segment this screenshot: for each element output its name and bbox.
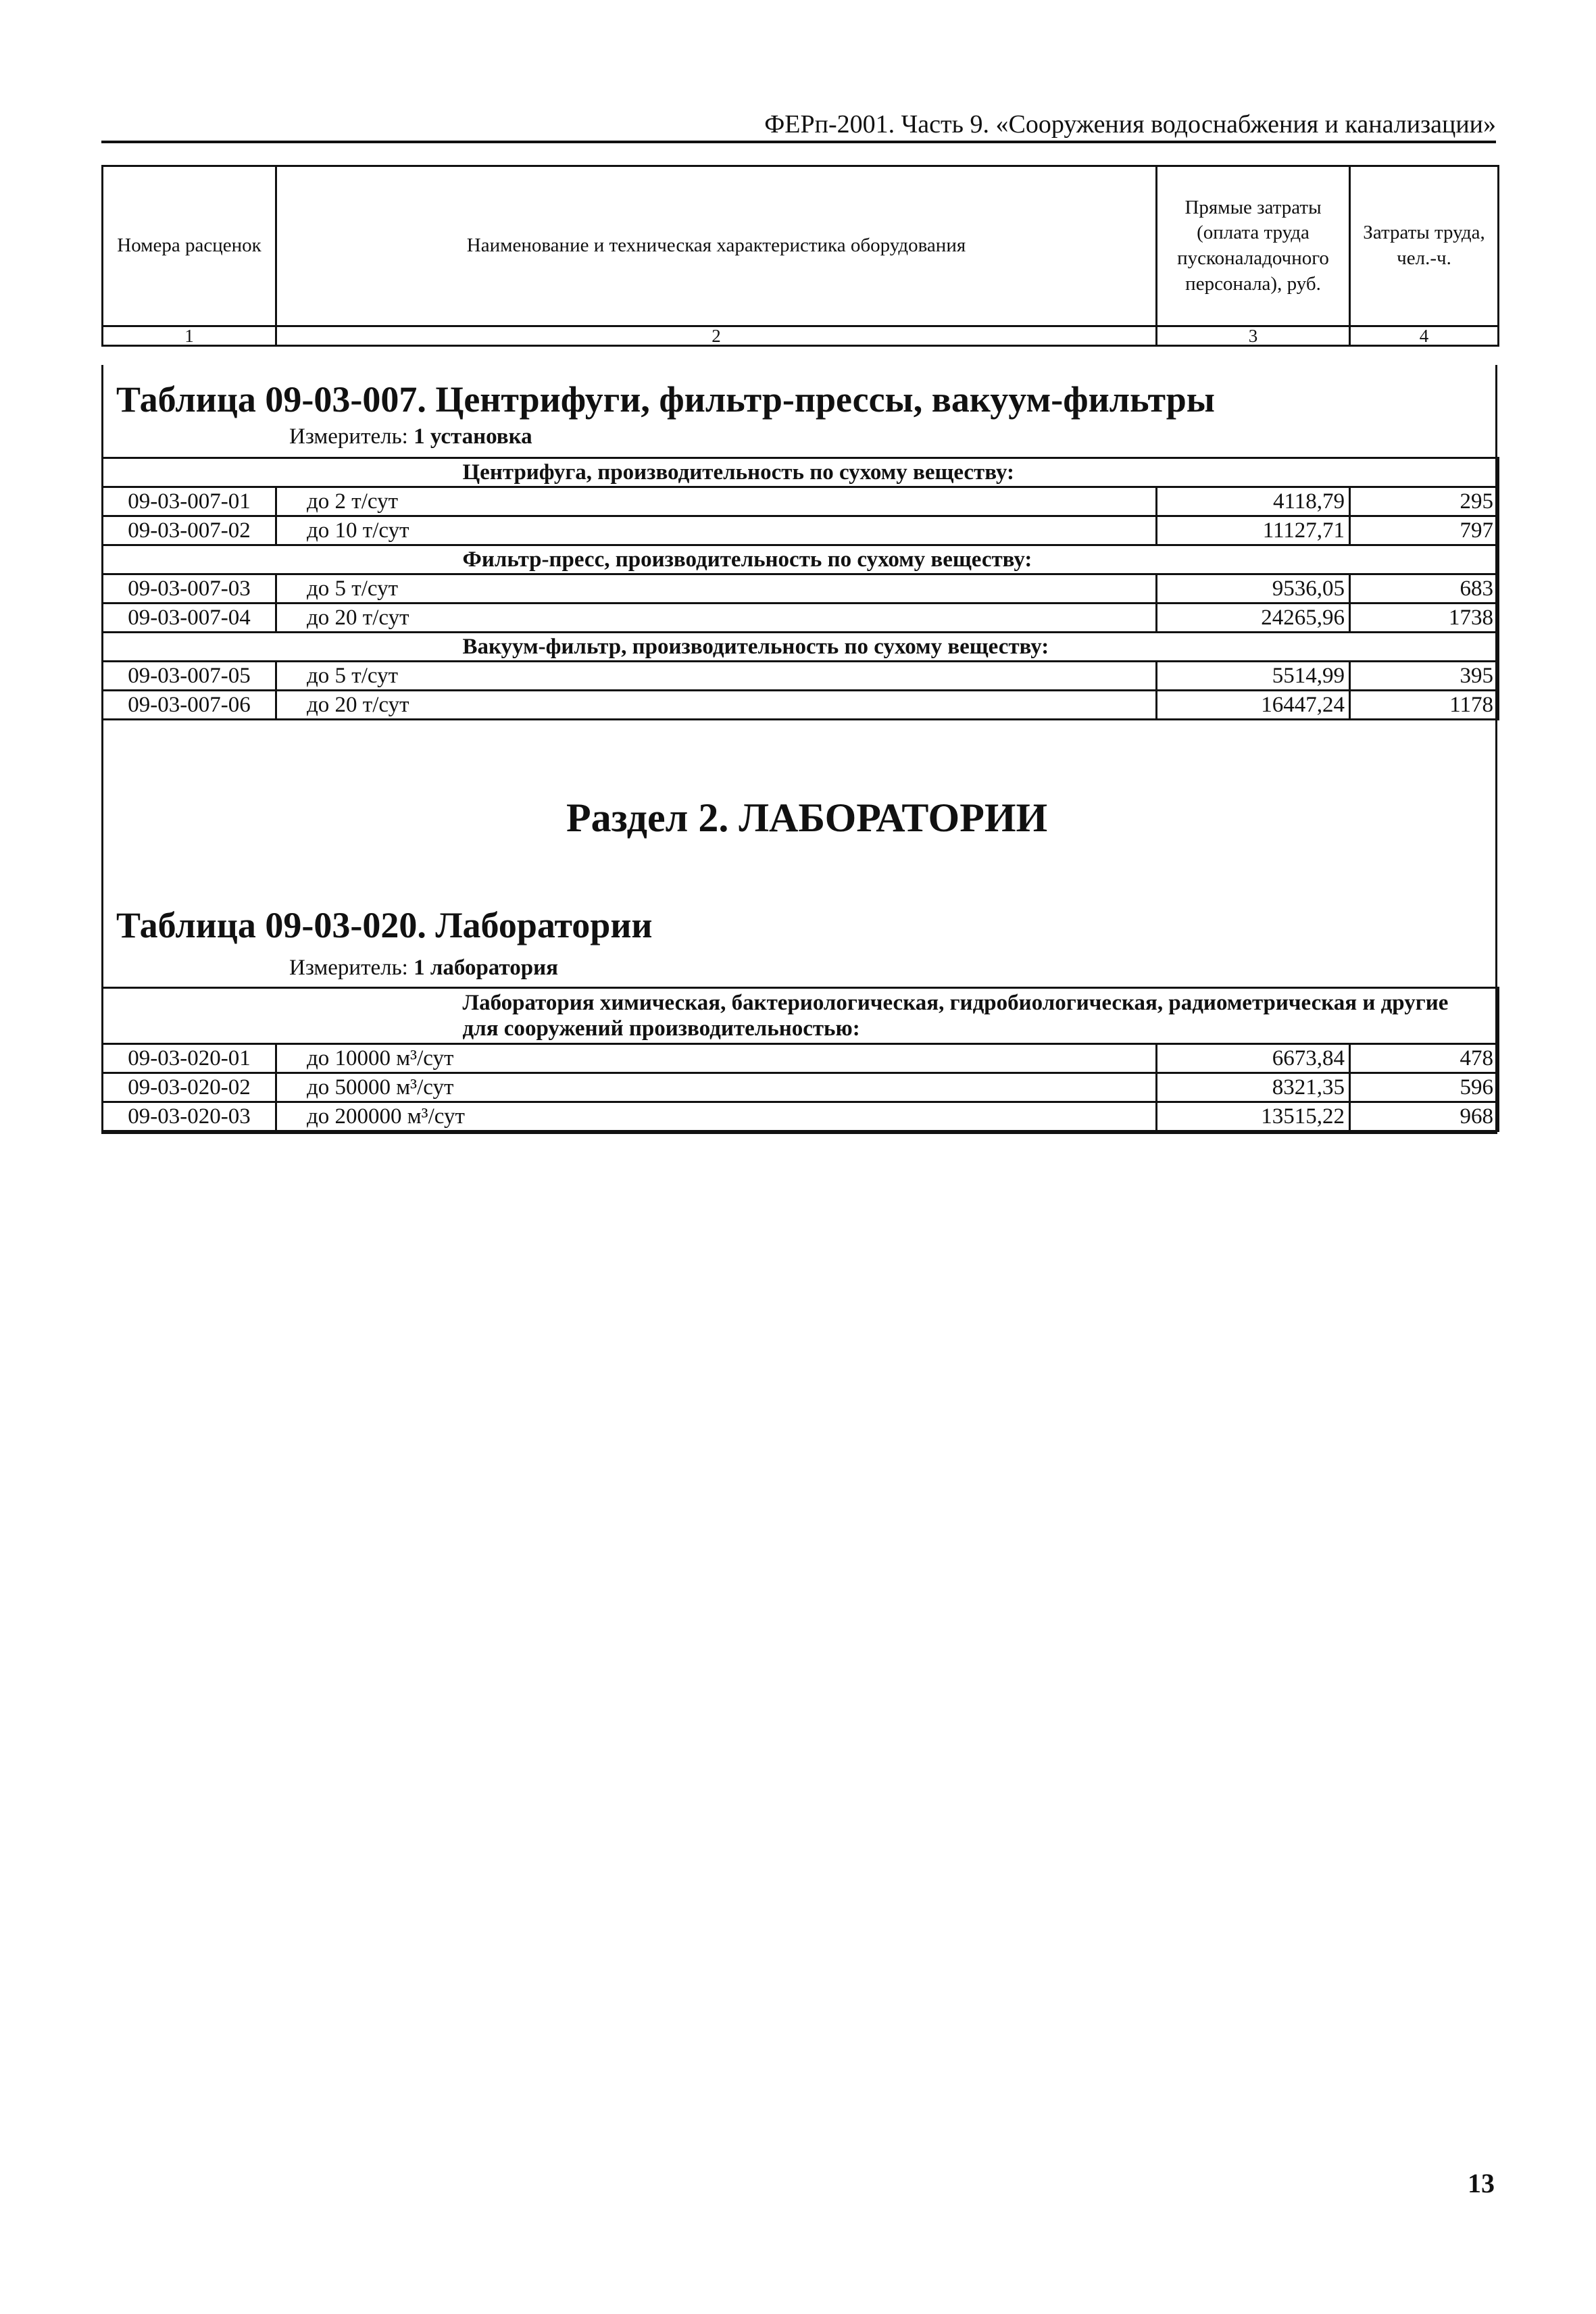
rate-code: 09-03-007-06 xyxy=(103,691,276,720)
rate-code: 09-03-007-01 xyxy=(103,487,276,516)
direct-cost: 24265,96 xyxy=(1157,604,1350,633)
labor-cost: 478 xyxy=(1350,1044,1499,1073)
rate-code: 09-03-020-03 xyxy=(103,1102,276,1131)
table1-measure-label: Измеритель: xyxy=(289,424,408,449)
table1-title: Таблица 09-03-007. Центрифуги, фильтр-прессы, вакуум-фильтры xyxy=(116,379,1215,420)
equipment-name: до 50000 м³/сут xyxy=(276,1073,1157,1102)
rate-code: 09-03-020-01 xyxy=(103,1044,276,1073)
labor-cost: 395 xyxy=(1350,662,1499,691)
rate-code: 09-03-007-03 xyxy=(103,574,276,604)
table1-rows xyxy=(101,457,1499,720)
direct-cost: 11127,71 xyxy=(1157,516,1350,545)
table-row xyxy=(103,662,1499,691)
direct-cost: 9536,05 xyxy=(1157,574,1350,604)
table2-measure xyxy=(289,956,558,981)
rate-code: 09-03-020-02 xyxy=(103,1073,276,1102)
rate-code: 09-03-007-02 xyxy=(103,516,276,545)
table2-group-row xyxy=(103,988,1499,1044)
column-number-3: 3 xyxy=(1157,326,1350,346)
section-title: Раздел 2. ЛАБОРАТОРИИ xyxy=(566,795,1048,840)
equipment-name: до 5 т/сут xyxy=(276,662,1157,691)
labor-cost: 596 xyxy=(1350,1073,1499,1102)
column-number-2: 2 xyxy=(276,326,1157,346)
equipment-name: до 20 т/сут xyxy=(276,691,1157,720)
equipment-name: до 200000 м³/сут xyxy=(276,1102,1157,1131)
column-header-table xyxy=(101,165,1499,347)
column-header-labor: Затраты труда, чел.-ч. xyxy=(1350,166,1499,326)
table-row xyxy=(103,1073,1499,1102)
table-row xyxy=(103,1044,1499,1073)
labor-cost: 1738 xyxy=(1350,604,1499,633)
table2-title: Таблица 09-03-020. Лаборатории xyxy=(116,905,653,945)
table-row xyxy=(103,691,1499,720)
equipment-name: до 2 т/сут xyxy=(276,487,1157,516)
equipment-name: до 5 т/сут xyxy=(276,574,1157,604)
direct-cost: 5514,99 xyxy=(1157,662,1350,691)
labor-cost: 968 xyxy=(1350,1102,1499,1131)
running-header: ФЕРп-2001. Часть 9. «Сооружения водоснабжения и канализации» xyxy=(764,110,1496,139)
equipment-name: до 10 т/сут xyxy=(276,516,1157,545)
labor-cost: 295 xyxy=(1350,487,1499,516)
equipment-name: до 10000 м³/сут xyxy=(276,1044,1157,1073)
group-heading: Фильтр-пресс, производительность по сухому веществу: xyxy=(276,545,1499,574)
header-rule xyxy=(101,141,1496,143)
group-heading: Лаборатория химическая, бактериологическая, гидробиологическая, радиометрическая и другие для сооружений производительностью: xyxy=(276,988,1499,1044)
labor-cost: 797 xyxy=(1350,516,1499,545)
table1-measure-value: 1 установка xyxy=(414,424,532,449)
table-row xyxy=(103,1102,1499,1131)
direct-cost: 13515,22 xyxy=(1157,1102,1350,1131)
table1-group-row xyxy=(103,458,1499,487)
labor-cost: 683 xyxy=(1350,574,1499,604)
direct-cost: 8321,35 xyxy=(1157,1073,1350,1102)
column-number-1: 1 xyxy=(103,326,276,346)
equipment-name: до 20 т/сут xyxy=(276,604,1157,633)
table2-measure-label: Измеритель: xyxy=(289,956,408,980)
page-number: 13 xyxy=(1468,2168,1495,2198)
direct-cost: 6673,84 xyxy=(1157,1044,1350,1073)
table-row xyxy=(103,487,1499,516)
direct-cost: 4118,79 xyxy=(1157,487,1350,516)
table1-group-row xyxy=(103,545,1499,574)
table-row xyxy=(103,516,1499,545)
labor-cost: 1178 xyxy=(1350,691,1499,720)
table-row xyxy=(103,604,1499,633)
column-header-codes: Номера расценок xyxy=(103,166,276,326)
rate-code: 09-03-007-05 xyxy=(103,662,276,691)
direct-cost: 16447,24 xyxy=(1157,691,1350,720)
table1-measure xyxy=(289,424,532,449)
column-number-4: 4 xyxy=(1350,326,1499,346)
group-heading: Центрифуга, производительность по сухому веществу: xyxy=(276,458,1499,487)
group-heading: Вакуум-фильтр, производительность по сухому веществу: xyxy=(276,633,1499,662)
table2-measure-value: 1 лаборатория xyxy=(414,956,558,980)
column-header-direct-costs: Прямые затраты (оплата труда пусконаладочного персонала), руб. xyxy=(1157,166,1350,326)
table2-rows xyxy=(101,987,1499,1132)
column-header-name: Наименование и техническая характеристика оборудования xyxy=(276,166,1157,326)
rate-code: 09-03-007-04 xyxy=(103,604,276,633)
table1-group-row xyxy=(103,633,1499,662)
table-row xyxy=(103,574,1499,604)
